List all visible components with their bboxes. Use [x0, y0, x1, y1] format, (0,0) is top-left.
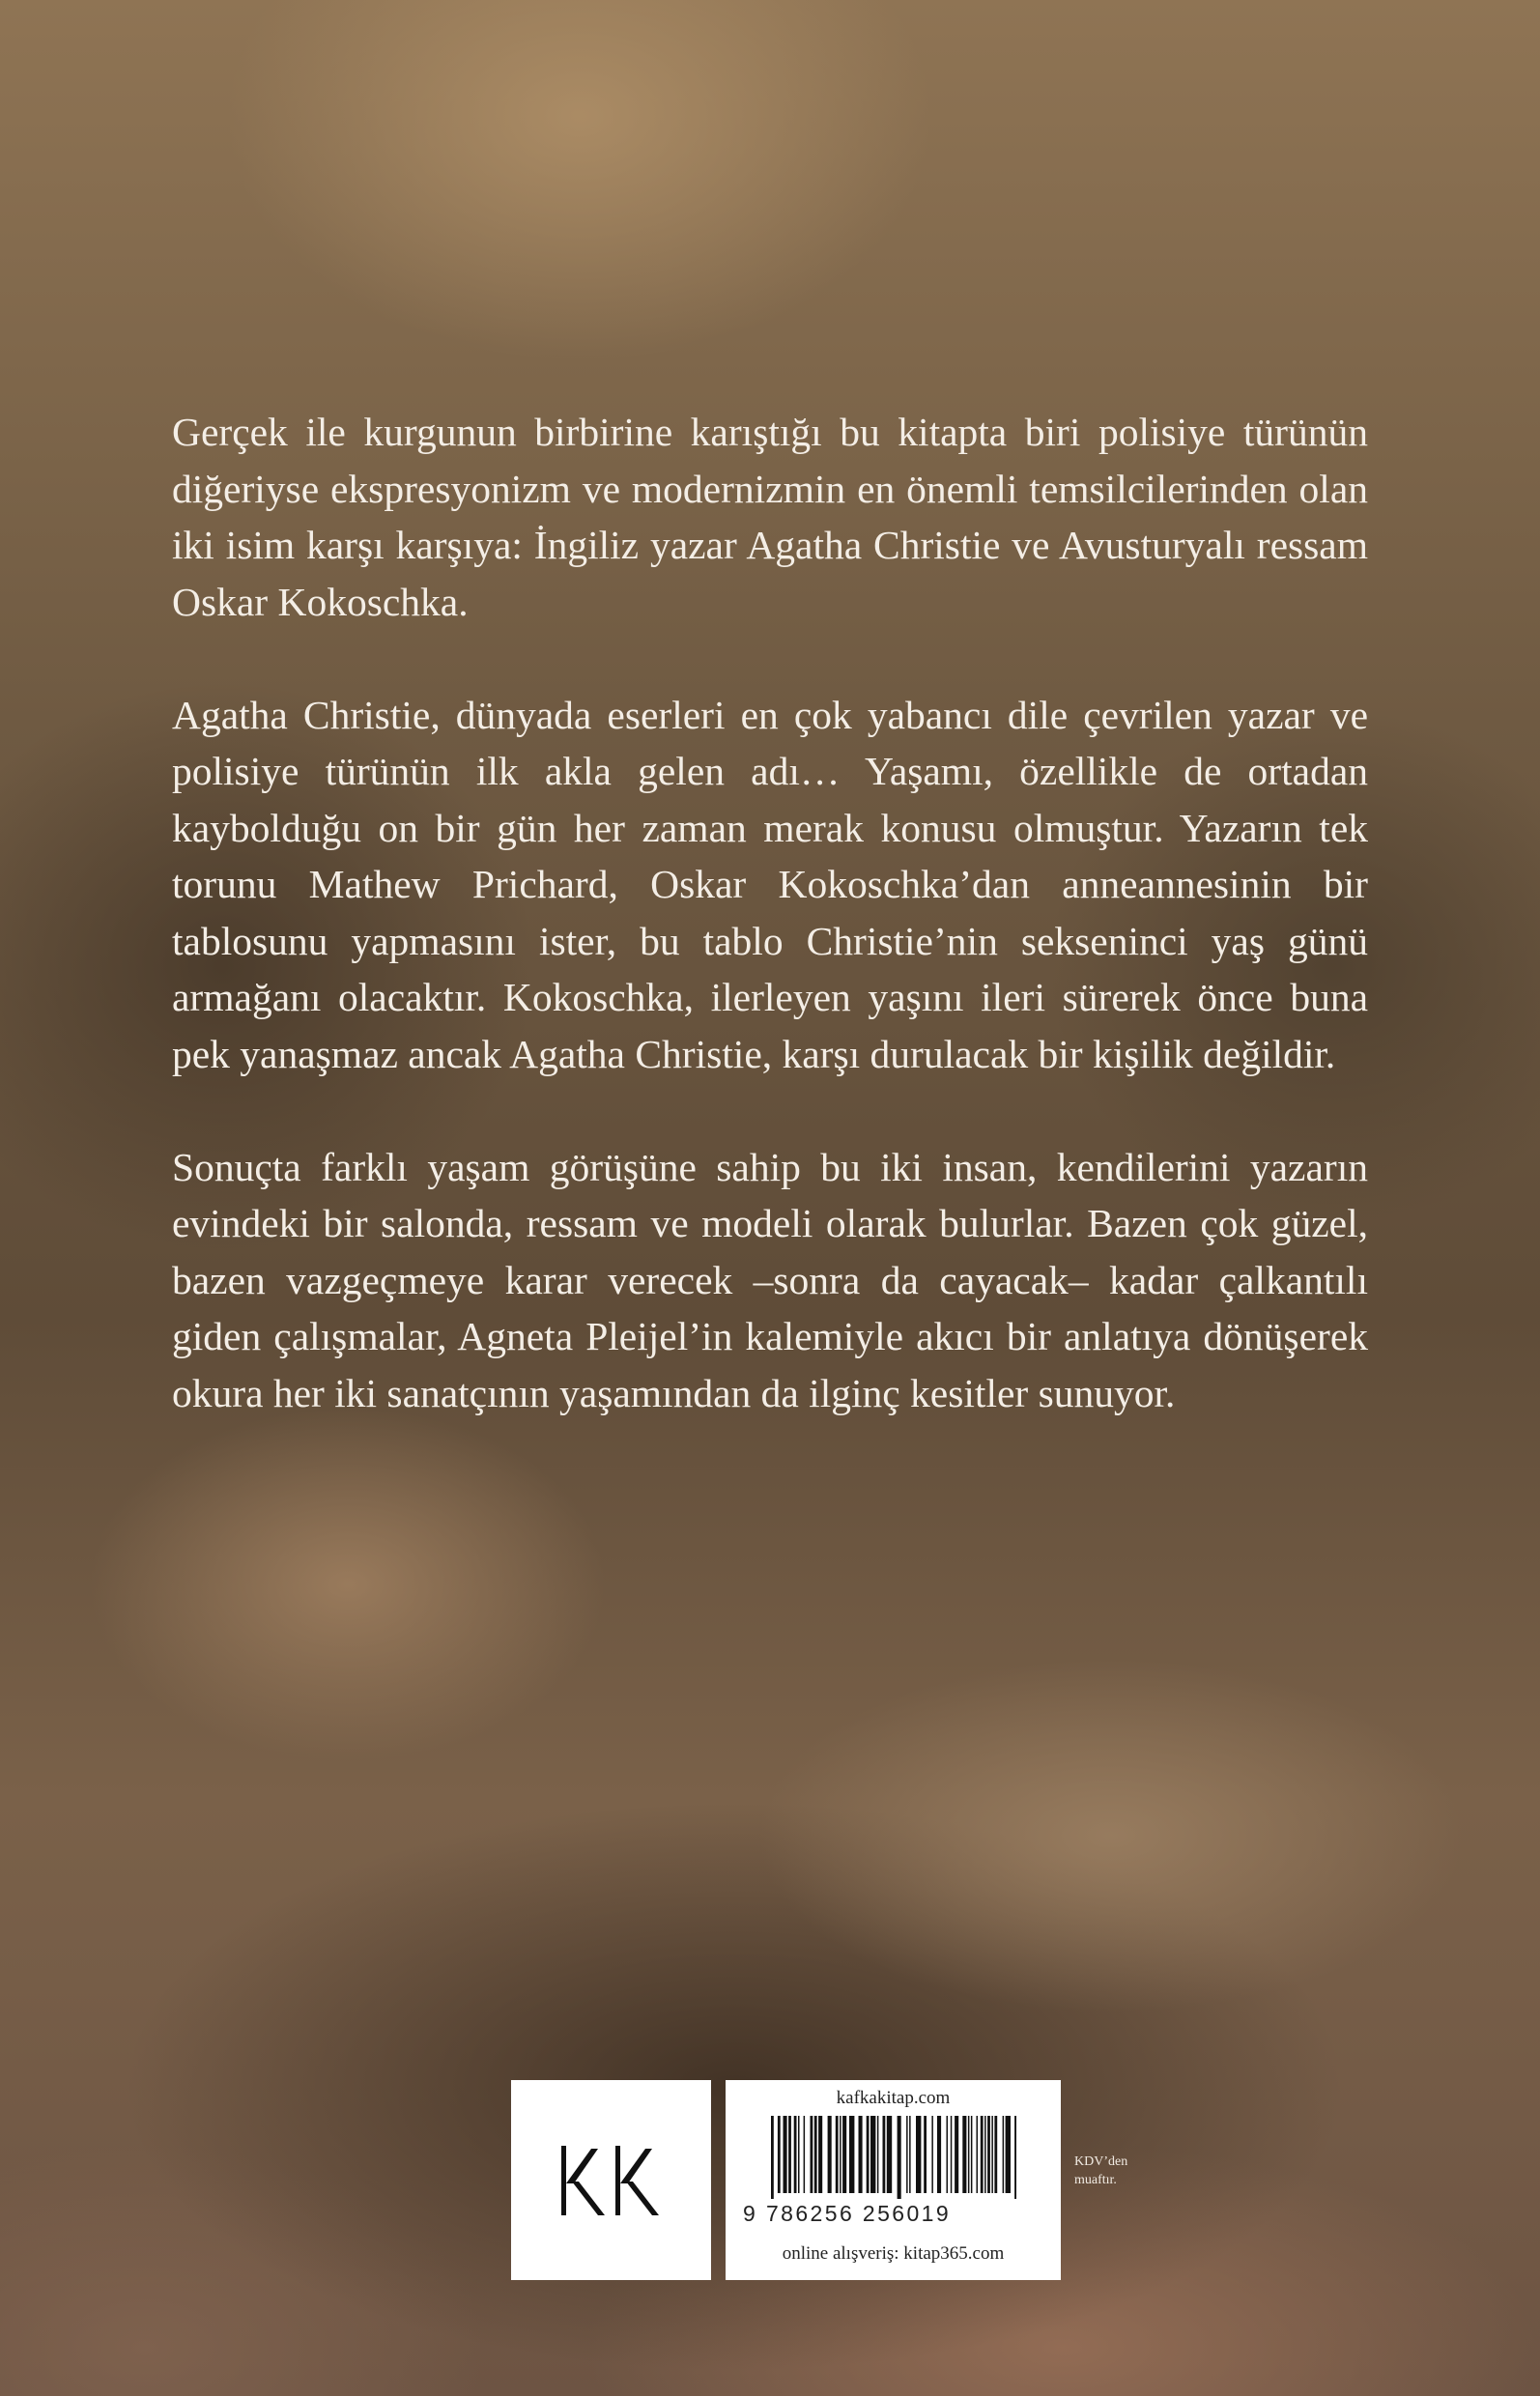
barcode-bar	[798, 2116, 800, 2193]
barcode-label	[726, 2080, 1061, 2280]
barcode-bar	[991, 2116, 993, 2193]
barcode-bar	[971, 2116, 973, 2193]
barcode-bar	[931, 2116, 933, 2193]
barcode-bar	[987, 2116, 990, 2193]
barcode-bar	[947, 2116, 949, 2193]
barcode-bar	[849, 2116, 854, 2193]
barcode-bar	[804, 2116, 806, 2193]
barcode-bar	[906, 2116, 908, 2193]
barcode-bar	[1014, 2116, 1016, 2199]
isbn-number: 9 786256 256019	[743, 2201, 952, 2226]
barcode-bar	[859, 2116, 863, 2193]
barcode-bar	[977, 2116, 979, 2193]
barcode-bar	[968, 2116, 970, 2193]
barcode-bar	[867, 2116, 870, 2193]
barcode-bar	[794, 2116, 797, 2193]
barcode-bar	[898, 2116, 901, 2199]
barcode-bar	[828, 2116, 832, 2193]
barcode-bar	[814, 2116, 817, 2193]
publisher-logo-box	[511, 2080, 711, 2280]
barcode-bar	[836, 2116, 839, 2193]
barcode-bar	[870, 2116, 875, 2193]
kdv-note-line-2: muaftır.	[1074, 2173, 1117, 2187]
barcode-bar	[924, 2116, 927, 2193]
barcode-bar	[784, 2116, 787, 2193]
blurb-paragraph-2: Agatha Christie, dünyada eserleri en çok yabancı dile çevrilen yazar ve polisiye türünün ilk akla gelen adı… Yaşamı, özellikle de ortadan kaybolduğu on bir gün her zaman merak konusu olmuştur. Yazarın tek torunu Mathew Prichard, Oskar Kokoschka’dan anneannesinin bir tablosunu yapmasını ister, bu tablo Christie’nin sekseninci yaş günü armağanı olacaktır. Kokoschka, ilerleyen yaşını ileri sürerek önce buna pek yanaşmaz ancak Agatha Christie, karşı durulacak bir kişilik değildir.	[172, 692, 1368, 1076]
blurb-paragraph-1: Gerçek ile kurgunun birbirine karıştığı bu kitapta biri polisiye türünün diğeriyse ekspresyonizm ve modernizmin en önemli temsilcilerinden olan iki isim karşı karşıya: İngiliz yazar Agatha Christie ve Avusturyalı ressam Oskar Kokoschka.	[172, 410, 1368, 624]
barcode-bar	[818, 2116, 822, 2193]
kafka-kk-logo-icon	[559, 2146, 664, 2215]
online-shop-text: online alışveriş: kitap365.com	[782, 2243, 1005, 2264]
kdv-note-line-1: KDV’den	[1074, 2154, 1128, 2169]
blurb-text	[172, 404, 1368, 1478]
barcode-bar	[883, 2116, 886, 2193]
barcode-bar	[955, 2116, 958, 2193]
barcode-bar	[981, 2116, 984, 2193]
barcode-bar	[1003, 2116, 1005, 2193]
barcode-bar	[1006, 2116, 1011, 2193]
barcode-bar	[788, 2116, 791, 2193]
barcode-bar	[811, 2116, 813, 2193]
isbn-barcode	[771, 2116, 1016, 2199]
barcode-bar	[840, 2116, 841, 2193]
barcode-bar	[916, 2116, 921, 2193]
kdv-note	[1074, 2153, 1127, 2189]
barcode-bar	[984, 2116, 986, 2193]
blurb-paragraph-3: Sonuçta farklı yaşam görüşüne sahip bu iki insan, kendilerini yazarın evindeki bir salonda, ressam ve modeli olarak bulurlar. Bazen çok güzel, bazen vazgeçmeye karar verecek –sonra da cayacak– kadar çalkantılı giden çalışmalar, Agneta Pleijel’in kalemiyle akıcı bir anlatıya dönüşerek okura her iki sanatçının yaşamından da ilginç kesitler sunuyor.	[172, 1144, 1368, 1415]
barcode-bar	[778, 2116, 781, 2193]
barcode-bar	[909, 2116, 911, 2193]
barcode-bar	[994, 2116, 997, 2193]
barcode-bar	[962, 2116, 966, 2193]
barcode-bar	[887, 2116, 892, 2193]
barcode-bar	[771, 2116, 774, 2199]
barcode-bar	[937, 2116, 941, 2193]
barcode-bar	[842, 2116, 846, 2193]
barcode-bar	[951, 2116, 953, 2193]
barcode-bar	[877, 2116, 879, 2193]
publisher-website: kafkakitap.com	[836, 2088, 951, 2108]
